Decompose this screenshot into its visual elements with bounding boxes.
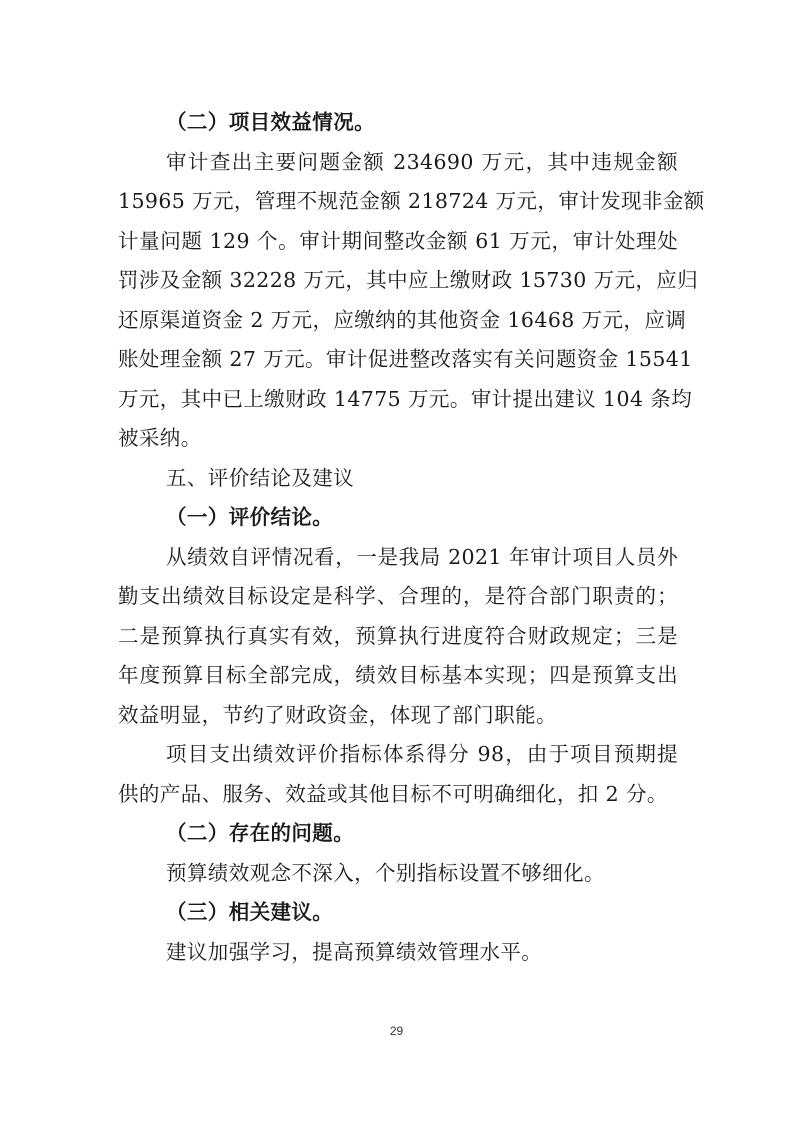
paragraph-line: 项目支出绩效评价指标体系得分 98，由于项目预期提 <box>166 742 678 766</box>
paragraph-line: 供的产品、服务、效益或其他目标不可明确细化，扣 2 分。 <box>118 781 668 806</box>
paragraph-line: 计量问题 129 个。审计期间整改金额 61 万元，审计处理处 <box>118 228 678 253</box>
paragraph-line: 15965 万元，管理不规范金额 218724 万元，审计发现非金额 <box>118 189 705 213</box>
subsection-heading-problems: （二）存在的问题。 <box>166 821 355 845</box>
paragraph-line: 罚涉及金额 32228 万元，其中应上缴财政 15730 万元，应归 <box>118 268 699 292</box>
paragraph-suggestions: 建议加强学习，提高预算绩效管理水平。 <box>166 939 543 964</box>
page-number: 29 <box>389 1024 404 1038</box>
paragraph-line: 被采纳。 <box>118 426 202 450</box>
subsection-heading-suggestions: （三）相关建议。 <box>166 900 334 924</box>
paragraph-line: 效益明显，节约了财政资金，体现了部门职能。 <box>118 702 557 727</box>
paragraph-audit-findings <box>118 143 705 459</box>
paragraph-line: 账处理金额 27 万元。审计促进整改落实有关问题资金 15541 <box>118 347 693 371</box>
subsection-heading-evaluation: （一）评价结论。 <box>166 505 334 529</box>
paragraph-line: 从绩效自评情况看，一是我局 2021 年审计项目人员外 <box>166 544 678 569</box>
paragraph-self-evaluation <box>118 538 678 736</box>
page-body <box>118 103 705 972</box>
paragraph-problems: 预算绩效观念不深入，个别指标设置不够细化。 <box>166 860 605 885</box>
paragraph-line: 还原渠道资金 2 万元，应缴纳的其他资金 16468 万元，应调 <box>118 307 687 332</box>
section-heading-project-benefits: （二）项目效益情况。 <box>166 110 375 134</box>
section-heading-conclusions: 五、评价结论及建议 <box>166 465 355 490</box>
paragraph-line: 年度预算目标全部完成，绩效目标基本实现；四是预算支出 <box>118 663 678 687</box>
paragraph-line: 万元，其中已上缴财政 14775 万元。审计提出建议 104 条均 <box>118 386 693 411</box>
paragraph-line: 二是预算执行真实有效，预算执行进度符合财政规定；三是 <box>118 623 678 648</box>
paragraph-score <box>118 735 678 814</box>
paragraph-line: 审计查出主要问题金额 234690 万元，其中违规金额 <box>166 149 678 174</box>
paragraph-line: 勤支出绩效目标设定是科学、合理的，是符合部门职责的； <box>118 584 678 608</box>
